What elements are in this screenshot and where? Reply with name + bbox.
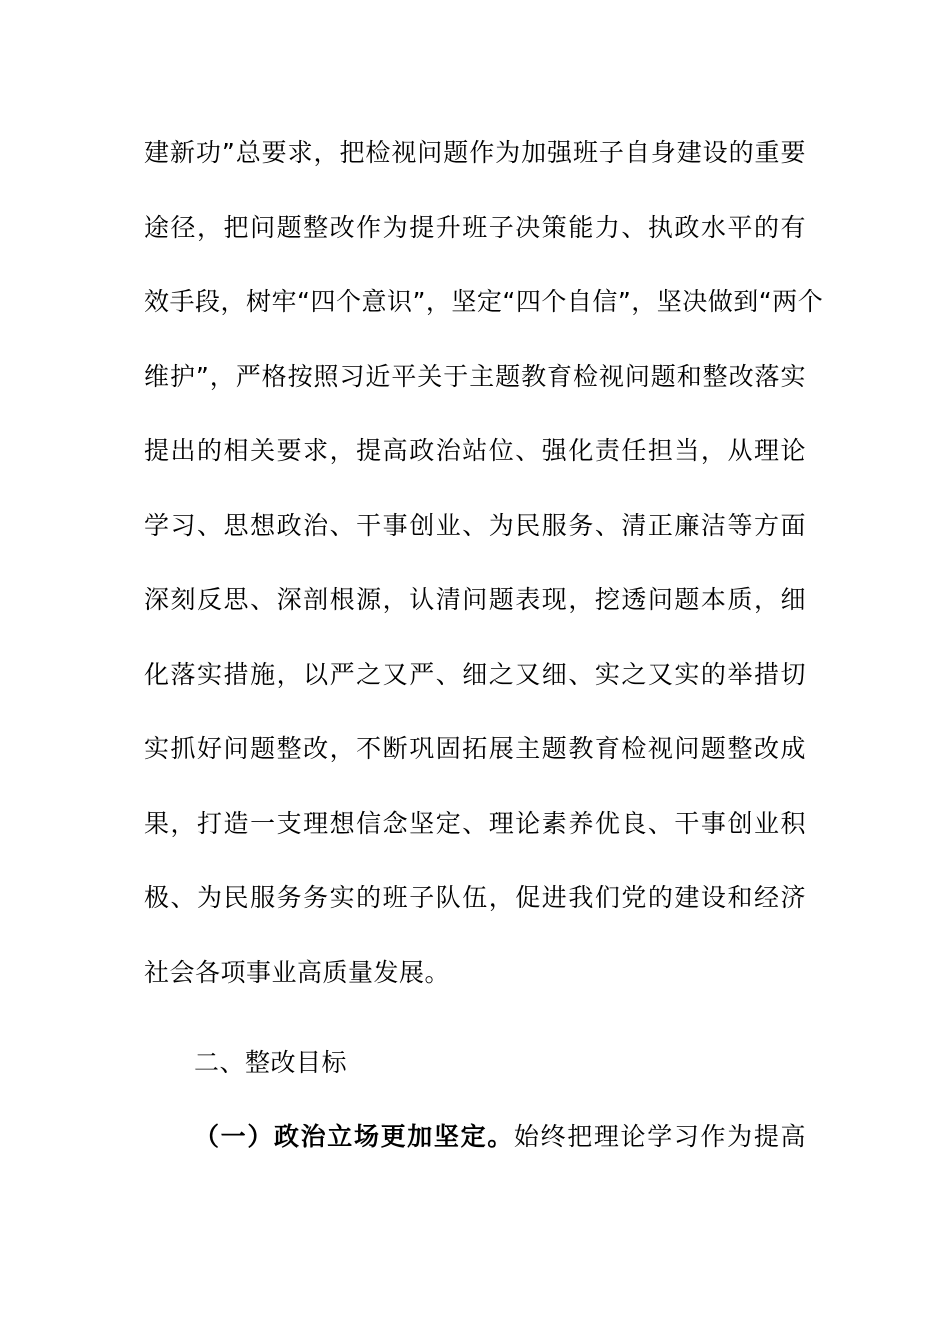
- paragraph-line: 提出的相关要求，提高政治站位、强化责任担当，从理论: [144, 436, 806, 465]
- paragraph-line: 化落实措施，以严之又严、细之又细、实之又实的举措切: [144, 659, 806, 689]
- paragraph-line: 维护”，严格按照习近平关于主题教育检视问题和整改落实: [144, 361, 806, 391]
- paragraph-line: 果，打造一支理想信念坚定、理论素养优良、干事创业积: [144, 808, 806, 838]
- subsection-title: （一）政治立场更加坚定。: [194, 1122, 514, 1151]
- subsection-text: 始终把理论学习作为提高: [513, 1122, 806, 1151]
- paragraph-line: 建新功”总要求，把检视问题作为加强班子自身建设的重要: [144, 138, 806, 167]
- paragraph-line: 学习、思想政治、干事创业、为民服务、清正廉洁等方面: [144, 510, 806, 540]
- paragraph-line: 社会各项事业高质量发展。: [144, 957, 451, 987]
- paragraph-line: 途径，把问题整改作为提升班子决策能力、执政水平的有: [144, 212, 806, 242]
- paragraph-line: 实抓好问题整改，不断巩固拓展主题教育检视问题整改成: [144, 734, 806, 763]
- paragraph-line: 效手段，树牢“四个意识”，坚定“四个自信”，坚决做到“两个: [144, 287, 824, 316]
- paragraph-line: 极、为民服务务实的班子队伍，促进我们党的建设和经济: [144, 883, 806, 912]
- subsection-paragraph: [194, 1114, 806, 1159]
- section-heading: 二、整改目标: [194, 1048, 348, 1077]
- body-paragraph: [144, 130, 824, 1024]
- paragraph-line: 深刻反思、深剖根源，认清问题表现，挖透问题本质，细: [144, 585, 806, 614]
